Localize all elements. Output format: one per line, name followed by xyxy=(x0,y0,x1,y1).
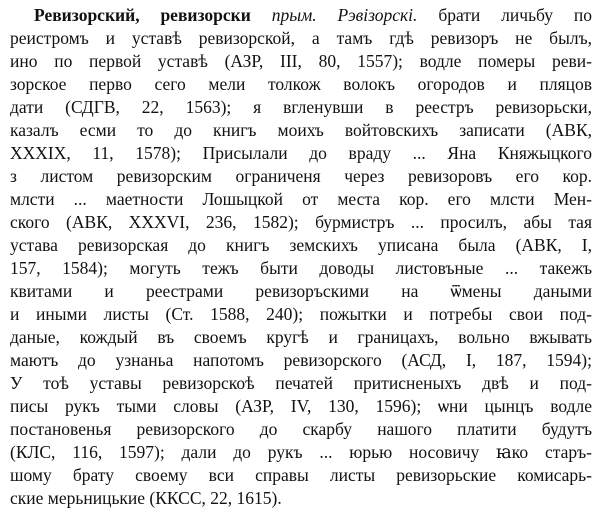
entry-line: ские мерьницькие (ККСС, 22, 1615). xyxy=(10,488,282,508)
entry-line: реистромъ и уставѣ ревизорской, а тамъ гдѣ ревизоръ не былъ, xyxy=(10,28,592,48)
entry-line: ино по первой уставѣ (АЗР, III, 80, 1557); водле померы реви- xyxy=(10,51,592,71)
entry-line: писы рукъ тыми словы (АЗР, IV, 130, 1596); ѡни цынцъ водле xyxy=(10,396,592,416)
headword: Ревизорский, ревизорски xyxy=(34,5,251,25)
entry-line: маютъ до узнаньа напотомъ ревизорского (АСД, I, 187, 1594); xyxy=(10,350,592,370)
part-of-speech: прым. xyxy=(271,5,317,25)
entry-line: устава ревизорская до книгъ земскихъ уписана была (АВК, I, xyxy=(10,235,592,255)
entry-line: шому брату своему вси справы листы ревизорьские комисарь- xyxy=(10,465,592,485)
entry-line: казалъ есми то до книгъ моихъ войтовскихъ записати (АВК, xyxy=(10,120,592,140)
entry-line: постановенья ревизорского до скарбу нашого платити будутъ xyxy=(10,419,592,439)
entry-line: зорское перво сего мели толкож волокъ огородов и пляцов xyxy=(10,74,592,94)
entry-line: ского (АВК, XXXVI, 236, 1582); бурмистръ ... просилъ, абы тая xyxy=(10,212,592,232)
entry-line: 157, 1584); могуть тежъ быти доводы листовъные ... такежъ xyxy=(10,258,592,278)
entry-line: з листом ревизорским ограниченя через ревизоровъ его кор. xyxy=(10,166,592,186)
entry-line-1 xyxy=(34,4,592,26)
entry-line: квитами и реестрами ревизоръскими на ѿмены даными xyxy=(10,281,592,301)
entry-line: XXXIX, 11, 1578); Присылали до враду ... Яна Княжыцкого xyxy=(10,143,592,163)
entry-line: даные, кождый въ своемъ кругѣ и границахъ, вольно вжывать xyxy=(10,327,592,347)
translation: Рэвізорскі. xyxy=(337,5,418,25)
entry-line: млсти ... маетности Лошыцкой от места кор. его млсти Мен- xyxy=(10,189,592,209)
entry-line: и иными листы (Ст. 1588, 240); пожытки и потребы свои под- xyxy=(10,304,592,324)
entry-line: (КЛС, 116, 1597); дали до рукъ ... юрью носовичу ꙗко старъ- xyxy=(10,442,592,462)
entry-line: У тоѣ уставы ревизорскоѣ печатей притисненыхъ двѣ и под- xyxy=(10,373,592,393)
entry-line: дати (СДГВ, 22, 1563); я вгленувши в реестръ ревизорьски, xyxy=(10,97,592,117)
entry-text: брати личьбу по xyxy=(438,5,593,25)
